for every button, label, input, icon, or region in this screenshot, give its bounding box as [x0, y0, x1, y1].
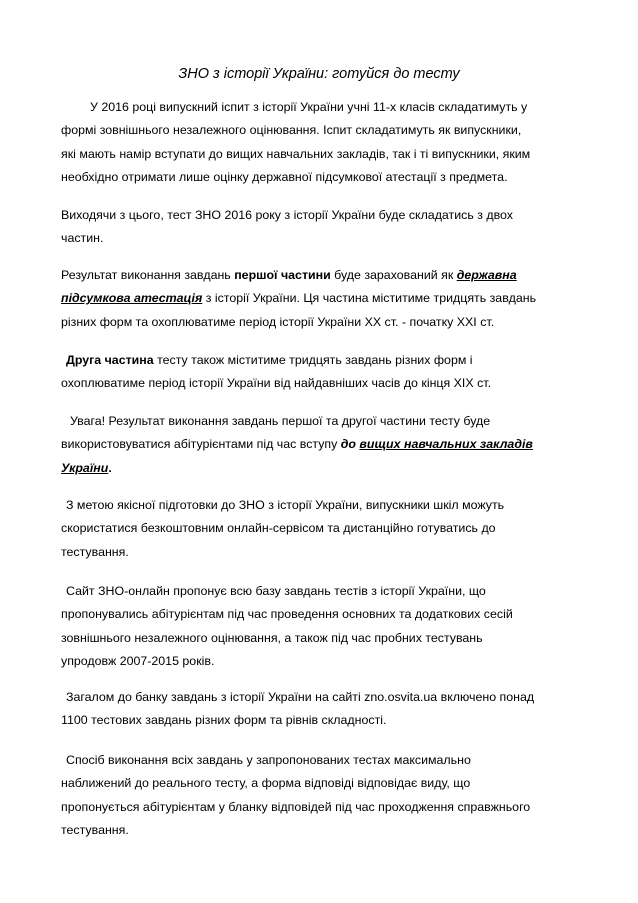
state-attestation-emphasis: підсумкова атестація — [61, 291, 203, 306]
paragraph-preparation — [61, 494, 601, 564]
text-line: У 2016 році випускний іспит з історії України учні 11-х класів складатимуть у — [90, 100, 528, 114]
paragraph-second-part — [61, 349, 601, 396]
state-attestation-emphasis: державна — [456, 268, 517, 282]
text-segment: . — [108, 460, 112, 475]
text-line — [61, 287, 601, 310]
paragraph-attention — [61, 410, 601, 480]
text-line: З метою якісної підготовки до ЗНО з історії України, випускники шкіл можуть — [66, 498, 505, 512]
paragraph-first-part — [61, 264, 601, 334]
text-line: формі зовнішнього незалежного оцінювання. Іспит складатимуть як випускники, — [61, 123, 522, 138]
text-line: тестування. — [61, 823, 129, 838]
second-part-emphasis: Друга частина — [66, 353, 154, 367]
text-line: зовнішнього незалежного оцінювання, а також під час пробних тестувань — [61, 630, 483, 645]
text-line: пропонується абітурієнтам у бланку відповідей під час проходження справжнього — [61, 799, 531, 814]
paragraph-intro — [61, 96, 601, 190]
paragraph-task-format — [61, 749, 601, 843]
text-emphasis: до — [340, 437, 360, 452]
text-line: наближений до реального тесту, а форма відповіді відповідає виду, що — [61, 776, 471, 791]
text-line — [61, 457, 601, 480]
text-line: тестування. — [61, 544, 129, 559]
text-line — [61, 264, 601, 287]
paragraph-test-parts — [61, 204, 601, 251]
text-line: Виходячи з цього, тест ЗНО 2016 року з історії України буде складатись з двох — [61, 208, 513, 222]
text-line — [61, 433, 601, 456]
text-segment: буде зарахований як — [330, 268, 457, 282]
text-segment: Результат виконання завдань — [61, 268, 235, 282]
first-part-emphasis: першої частини — [234, 268, 331, 282]
text-line: різних форм та охоплюватиме період історії України ХХ ст. - початку ХХІ ст. — [61, 314, 495, 329]
text-line: Увага! Результат виконання завдань першої та другої частини тесту буде — [70, 414, 491, 428]
text-line: Загалом до банку завдань з історії України на сайті zno.osvita.ua включено понад — [66, 690, 535, 704]
ukraine-emphasis: України — [61, 460, 109, 475]
higher-education-emphasis: вищих навчальних закладів — [359, 437, 533, 452]
text-line: Сайт ЗНО-онлайн пропонує всю базу завдань тестів з історії України, що — [66, 584, 486, 598]
document-title: ЗНО з історії України: готуйся до тесту — [178, 66, 460, 82]
text-segment: з історії України. Ця частина міститиме тридцять завдань — [202, 291, 537, 306]
text-line: які мають намір вступати до вищих навчальних закладів, так і ті випускники, яким — [61, 146, 531, 161]
text-line: 1100 тестових завдань різних форм та рівнів складності. — [61, 713, 387, 728]
paragraph-task-bank — [61, 686, 601, 733]
text-line: частин. — [61, 231, 104, 246]
text-line: необхідно отримати лише оцінку державної підсумкової атестації з предмета. — [61, 170, 508, 185]
paragraph-site-offer — [61, 580, 601, 674]
text-line: Спосіб виконання всіх завдань у запропонованих тестах максимально — [66, 753, 471, 767]
text-line: пропонувались абітурієнтам під час проведення основних та додаткових сесій — [61, 607, 513, 622]
text-line: упродовж 2007-2015 років. — [61, 654, 215, 669]
text-line: скористатися безкоштовним онлайн-сервісом та дистанційно готуватись до — [61, 521, 496, 536]
text-line: охоплюватиме період історії України від найдавніших часів до кінця ХІХ ст. — [61, 376, 492, 391]
text-segment: тесту також міститиме тридцять завдань різних форм і — [153, 353, 473, 367]
text-line — [61, 349, 601, 372]
text-segment: використовуватися абітурієнтами під час вступу — [61, 437, 341, 452]
